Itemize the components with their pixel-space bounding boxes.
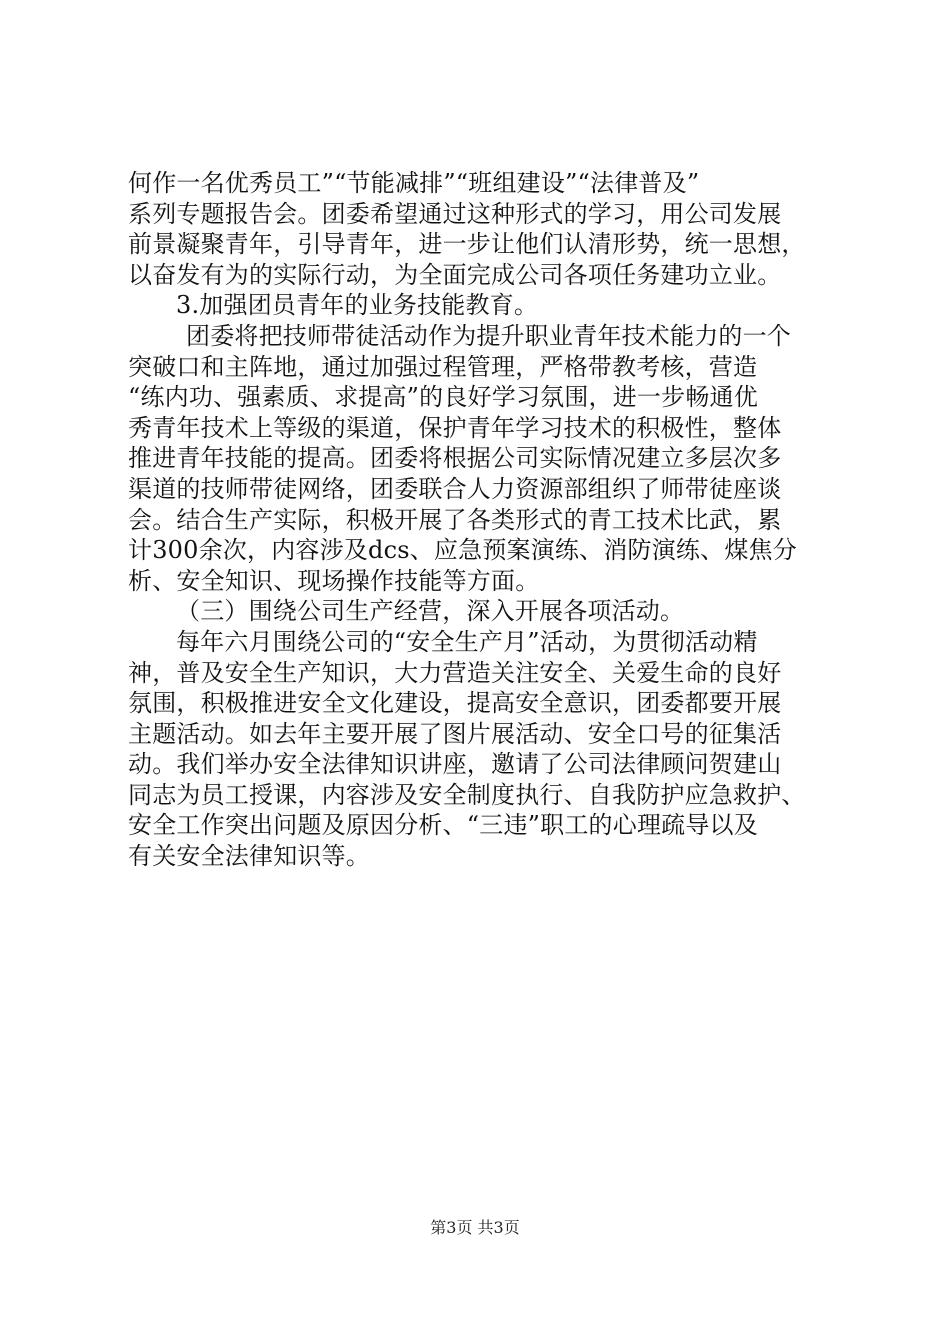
text-line: 秀青年技术上等级的渠道，保护青年学习技术的积极性，整体 — [128, 413, 782, 442]
text-line: 何作一名优秀员工”“节能减排”“班组建设”“法律普及” — [128, 169, 700, 197]
text-line: 突破口和主阵地，通过加强过程管理，严格带教考核，营造 — [128, 352, 758, 381]
text-line: 安全工作突出问题及原因分析、“三违”职工的心理疏导以及 — [128, 811, 758, 840]
text-line: 析、安全知识、现场操作技能等方面。 — [128, 566, 540, 595]
text-line: 前景凝聚青年，引导青年，进一步让他们认清形势，统一思想， — [128, 230, 806, 259]
text-line: 系列专题报告会。团委希望通过这种形式的学习，用公司发展 — [128, 199, 782, 228]
section-heading: （三）围绕公司生产经营，深入开展各项活动。 — [176, 597, 685, 626]
text-line: 有关安全法律知识等。 — [128, 842, 370, 871]
text-line: 团委将把技师带徒活动作为提升职业青年技术能力的一个 — [186, 321, 791, 350]
text-line: 计300余次，内容涉及dcs、应急预案演练、消防演练、煤焦分 — [128, 536, 797, 565]
section-heading: 3.加强团员青年的业务技能教育。 — [176, 291, 539, 320]
text-line: 同志为员工授课，内容涉及安全制度执行、自我防护应急救护、 — [128, 780, 806, 809]
text-line: “练内功、强素质、求提高”的良好学习氛围，进一步畅通优 — [128, 383, 758, 412]
text-line: 氛围，积极推进安全文化建设，提高安全意识，团委都要开展 — [128, 689, 782, 718]
text-line: 以奋发有为的实际行动，为全面完成公司各项任务建功立业。 — [128, 260, 782, 289]
text-line: 神，普及安全生产知识，大力营造关注安全、关爱生命的良好 — [128, 658, 782, 687]
text-line: 会。结合生产实际，积极开展了各类形式的青工技术比武，累 — [128, 505, 782, 534]
text-line: 每年六月围绕公司的“安全生产月”活动，为贯彻活动精 — [176, 627, 758, 656]
text-line: 主题活动。如去年主要开展了图片展活动、安全口号的征集活 — [128, 719, 782, 748]
text-line: 推进青年技能的提高。团委将根据公司实际情况建立多层次多 — [128, 444, 782, 473]
text-line: 动。我们举办安全法律知识讲座，邀请了公司法律顾问贺建山 — [128, 750, 782, 779]
text-line: 渠道的技师带徒网络，团委联合人力资源部组织了师带徒座谈 — [128, 474, 782, 503]
document-body — [128, 168, 848, 872]
page-number-footer: 第3页 共3页 — [430, 1218, 520, 1237]
